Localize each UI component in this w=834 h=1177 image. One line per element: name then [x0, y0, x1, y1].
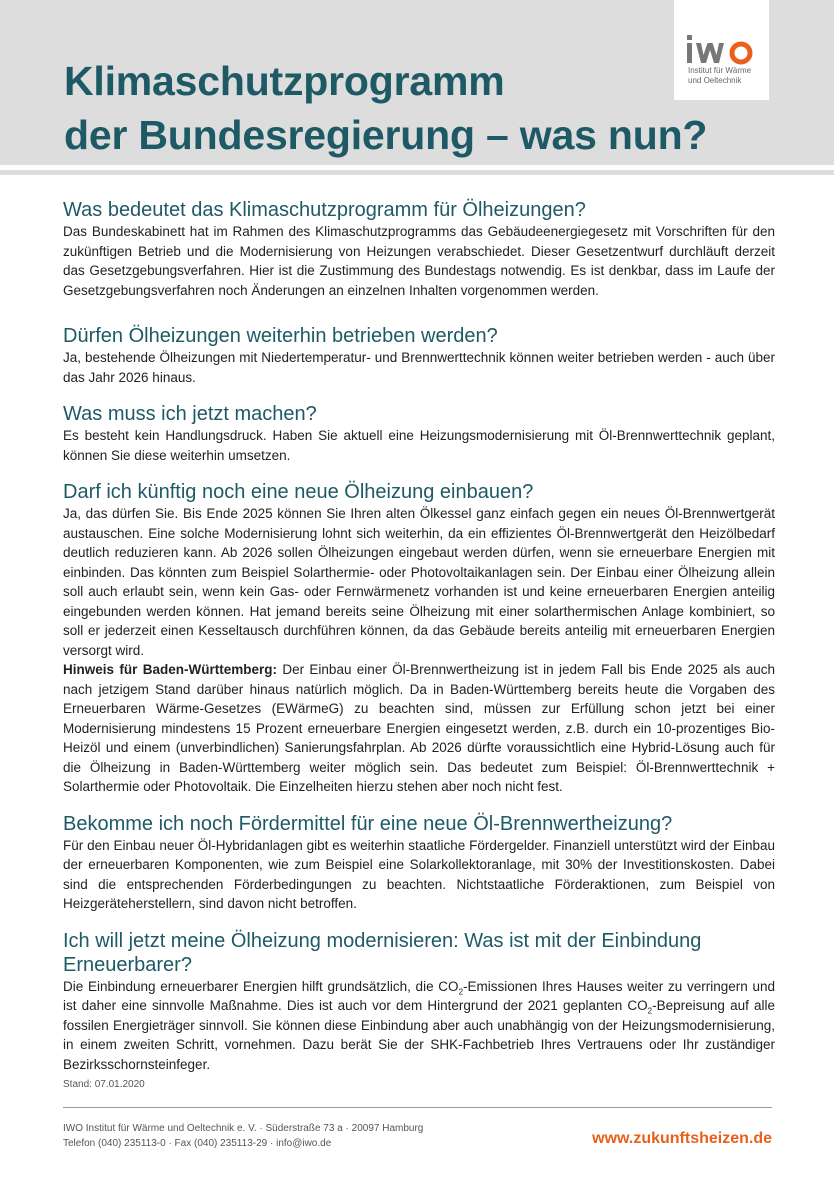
section-body: Es besteht kein Handlungsdruck. Haben Sie aktuell eine Heizungsmodernisierung mit Öl-Brennwerttechnik geplant, können Sie diese weiterhin umsetzen.: [63, 428, 775, 463]
footer-address-line-2: Telefon (040) 235113-0 · Fax (040) 235113-29 · info@iwo.de: [63, 1138, 332, 1149]
note-body: Der Einbau einer Öl-Brennwertheizung ist in jedem Fall bis Ende 2025 als auch nach jetzigem Stand darüber hinaus natürlich möglich. Da in Baden-Württemberg bereits heute die Vorgaben des Erneuerbaren Wärme-Gesetzes (EWärmeG) zu beachten sind, müssen zur Erfüllung schon jetzt bei einer Modernisierung mindestens 15 Prozent erneuerbare Energien eingesetzt werden, z.B. durch ein 10-prozentiges Bio-Heizöl und einem (unverbindlichen) Sanierungsfahrplan. Ab 2026 dürfte voraussichtlich eine Hybrid-Lösung auch für die Ölheizung in Baden-Württemberg weiter möglich sein. Das bedeutet zum Beispiel: Öl-Brennwerttechnik + Solarthermie oder Photovoltaik. Die Einzelheiten hierzu stehen aber noch nicht fest.: [63, 662, 776, 794]
page-title: [64, 54, 707, 162]
footer-divider: [63, 1107, 772, 1108]
body-part-c: -Bepreisung auf alle fossilen Energieträger sinnvoll. Sie können diese Einbindung aber auch unabhängig von der Heizungsmodernisierung, in einem zweiten Schritt, vornehmen. Dazu berät Sie der SHK-Fachbetrieb Ihres Vertrauens oder Ihr zuständiger Bezirksschornsteinfeger.: [63, 998, 776, 1072]
section-heading: Dürfen Ölheizungen weiterhin betrieben werden?: [63, 325, 498, 347]
body-part-a: Die Einbindung erneuerbarer Energien hilft grundsätzlich, die CO: [63, 978, 459, 994]
footer-address: [63, 1121, 423, 1151]
section-heading: Was muss ich jetzt machen?: [63, 403, 317, 425]
stand-date: Stand: 07.01.2020: [63, 1079, 145, 1090]
section-foerdermittel: [63, 812, 775, 914]
section-body: [63, 977, 775, 1075]
title-line-1: Klimaschutzprogramm: [64, 58, 505, 104]
logo-tagline-1: Institut für Wärme: [688, 66, 752, 75]
section-body: Ja, das dürfen Sie. Bis Ende 2025 können Sie Ihren alten Ölkessel ganz einfach gegen ein neues Öl-Brennwertgerät austauschen. Eine solche Modernisierung lohnt sich weiterhin, da ein effizientes Öl-Brennwertgerät den Heizölbedarf deutlich reduzieren kann. Ab 2026 sollen Ölheizungen eingebaut werden dürfen, wenn sie erneuerbare Energien mit einbinden. Das könnten zum Beispiel Solarthermie- oder Photovoltaikanlagen sein. Der Einbau einer Ölheizung allein soll auch erlaubt sein, wenn kein Gas- oder Fernwärmenetz vorhanden ist und keine erneuerbaren Energien anteilig eingebunden werden können. Hat jemand bereits seine Ölheizung mit einer solarthermischen Anlage kombiniert, so soll er jederzeit einen Kesseltausch durchführen können, da das Gebäude bereits anteilig mit erneuerbaren Energien versorgt wird.: [63, 506, 775, 658]
section-weiterbetrieb: [63, 324, 775, 387]
note-label: Hinweis für Baden-Württemberg:: [63, 662, 277, 677]
section-heading: Bekomme ich noch Fördermittel für eine neue Öl-Brennwertheizung?: [63, 812, 673, 835]
main-content: [63, 198, 775, 1074]
header-divider: [0, 170, 834, 175]
iwo-logo: [674, 0, 769, 100]
section-heading: Was bedeutet das Klimaschutzprogramm für Ölheizungen?: [63, 199, 586, 221]
iwo-logo-mark: [686, 33, 758, 65]
co2-subscript: 2: [458, 987, 464, 997]
section-body: Ja, bestehende Ölheizungen mit Niedertemperatur- und Brennwerttechnik können weiter betrieben werden - auch über das Jahr 2026 hinaus.: [63, 350, 775, 385]
logo-tagline-2: und Oeltechnik: [688, 75, 742, 85]
section-neue-oelheizung: [63, 480, 775, 797]
co2-subscript: 2: [647, 1006, 653, 1016]
section-body: Das Bundeskabinett hat im Rahmen des Klimaschutzprogramms das Gebäudeenergiegesetz mit Vorschriften für den zukünftigen Betrieb und die Modernisierung von Heizungen verabschiedet. Dieser Gesetzentwurf durchläuft derzeit das Gesetzgebungsverfahren. Hier ist die Zustimmung des Bundestags notwendig. Es ist denkbar, dass im Laufe der Gesetzgebungsverfahren noch Änderungen an einzelnen Inhalten vorgenommen werden.: [63, 224, 775, 298]
section-heading: Darf ich künftig noch eine neue Ölheizung einbauen?: [63, 481, 534, 503]
baden-wuerttemberg-note: [63, 660, 775, 797]
section-erneuerbare: [63, 929, 775, 1075]
section-heading: Ich will jetzt meine Ölheizung modernisieren: Was ist mit der Einbindung Erneuerbarer?: [63, 929, 702, 976]
footer-address-line-1: IWO Institut für Wärme und Oeltechnik e. V. · Süderstraße 73 a · 20097 Hamburg: [63, 1123, 424, 1134]
section-klimaschutzprogramm: [63, 198, 775, 300]
title-line-2: der Bundesregierung – was nun?: [64, 112, 708, 158]
section-body: Für den Einbau neuer Öl-Hybridanlagen gibt es weiterhin staatliche Fördergelder. Finanziell unterstützt wird der Einbau der erneuerbaren Komponenten, wie zum Beispiel eine Solarkollektoranlage, mit 30% der Investitionskosten. Dabei sind die entsprechenden Förderbedingungen zu beachten. Nichtstaatliche Förderaktionen, zum Beispiel von Heizgeräteherstellern, sind davon nicht betroffen.: [63, 837, 775, 911]
section-was-machen: [63, 402, 775, 465]
body-part-b: -Emissionen Ihres Hauses weiter zu verringern und ist daher eine sinnvolle Maßnahme. Dies ist auch vor dem Hintergrund der 2021 geplanten CO: [63, 978, 776, 1013]
website-link[interactable]: www.zukunftsheizen.de: [592, 1130, 772, 1147]
logo-tagline: [688, 66, 768, 85]
